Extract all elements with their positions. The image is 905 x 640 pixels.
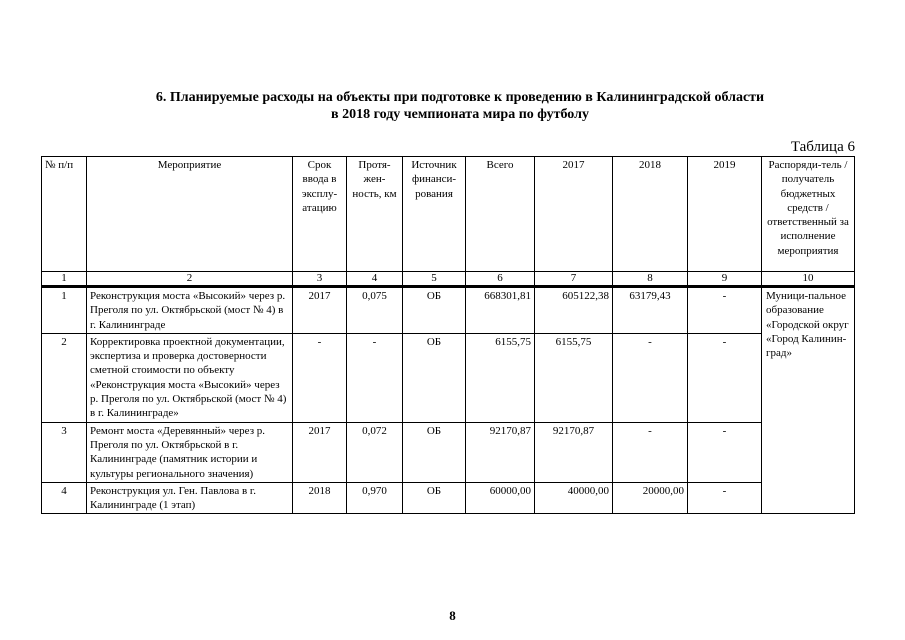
row-2018: - [613, 422, 688, 482]
column-number: 6 [466, 272, 535, 287]
row-2019: - [688, 288, 762, 334]
column-number: 1 [42, 272, 87, 287]
row-num: 2 [42, 333, 87, 422]
row-2018: - [613, 333, 688, 422]
column-number: 7 [535, 272, 613, 287]
row-2019: - [688, 333, 762, 422]
header-2019: 2019 [688, 157, 762, 272]
header-2017: 2017 [535, 157, 613, 272]
row-event: Корректировка проектной документации, экспертиза и проверка достоверности сметной стоимости по объекту «Реконструкция моста «Высокий» через р. Преголя по ул. Октябрьской (мост № 4) в г. Калининграде» [87, 333, 293, 422]
header-row [42, 157, 855, 272]
expenses-table [41, 156, 855, 514]
table-row [42, 333, 855, 422]
row-2018: 63179,43 [613, 288, 688, 334]
column-number: 2 [87, 272, 293, 287]
row-term: 2018 [293, 482, 347, 514]
row-length: 0,970 [347, 482, 403, 514]
row-2017: 92170,87 [535, 422, 613, 482]
title-line-1: 6. Планируемые расходы на объекты при подготовке к проведению в Калининградской области [155, 90, 765, 105]
column-number: 4 [347, 272, 403, 287]
row-num: 1 [42, 288, 87, 334]
header-length: Протя-жен-ность, км [347, 157, 403, 272]
row-total: 60000,00 [466, 482, 535, 514]
row-num: 4 [42, 482, 87, 514]
row-2017: 605122,38 [535, 288, 613, 334]
document-title [40, 89, 880, 123]
row-source: ОБ [403, 422, 466, 482]
row-total: 6155,75 [466, 333, 535, 422]
row-total: 92170,87 [466, 422, 535, 482]
table-row [42, 422, 855, 482]
header-num: № п/п [42, 157, 87, 272]
column-number: 9 [688, 272, 762, 287]
row-length: 0,075 [347, 288, 403, 334]
column-number: 3 [293, 272, 347, 287]
row-source: ОБ [403, 482, 466, 514]
header-event: Мероприятие [87, 157, 293, 272]
row-2019: - [688, 482, 762, 514]
row-source: ОБ [403, 288, 466, 334]
row-term: 2017 [293, 422, 347, 482]
row-event: Реконструкция ул. Ген. Павлова в г. Калининграде (1 этап) [87, 482, 293, 514]
row-term: 2017 [293, 288, 347, 334]
row-2018: 20000,00 [613, 482, 688, 514]
row-2019: - [688, 422, 762, 482]
table-row [42, 482, 855, 514]
row-length: - [347, 333, 403, 422]
table-row [42, 288, 855, 334]
row-event: Реконструкция моста «Высокий» через р. Преголя по ул. Октябрьской (мост № 4) в г. Калининграде [87, 288, 293, 334]
row-source: ОБ [403, 333, 466, 422]
page-number: 8 [449, 608, 456, 623]
header-manager: Распоряди-тель / получатель бюджетных средств / ответственный за исполнение мероприятия [762, 157, 855, 272]
row-num: 3 [42, 422, 87, 482]
header-2018: 2018 [613, 157, 688, 272]
column-number: 5 [403, 272, 466, 287]
row-total: 668301,81 [466, 288, 535, 334]
column-numbers-row [42, 272, 855, 287]
header-source: Источник финанси-рования [403, 157, 466, 272]
column-number: 8 [613, 272, 688, 287]
manager-cell: Муници-пальное образование «Городской округ «Город Калинин-град» [762, 288, 855, 514]
row-term: - [293, 333, 347, 422]
table-label: Таблица 6 [790, 139, 855, 155]
row-2017: 6155,75 [535, 333, 613, 422]
row-2017: 40000,00 [535, 482, 613, 514]
row-length: 0,072 [347, 422, 403, 482]
title-line-2: в 2018 году чемпионата мира по футболу [331, 107, 589, 122]
row-event: Ремонт моста «Деревянный» через р. Преголя по ул. Октябрьской в г. Калининграде (памятник истории и культуры регионального значения) [87, 422, 293, 482]
column-number: 10 [762, 272, 855, 287]
header-total: Всего [466, 157, 535, 272]
header-term: Срок ввода в эксплу-атацию [293, 157, 347, 272]
